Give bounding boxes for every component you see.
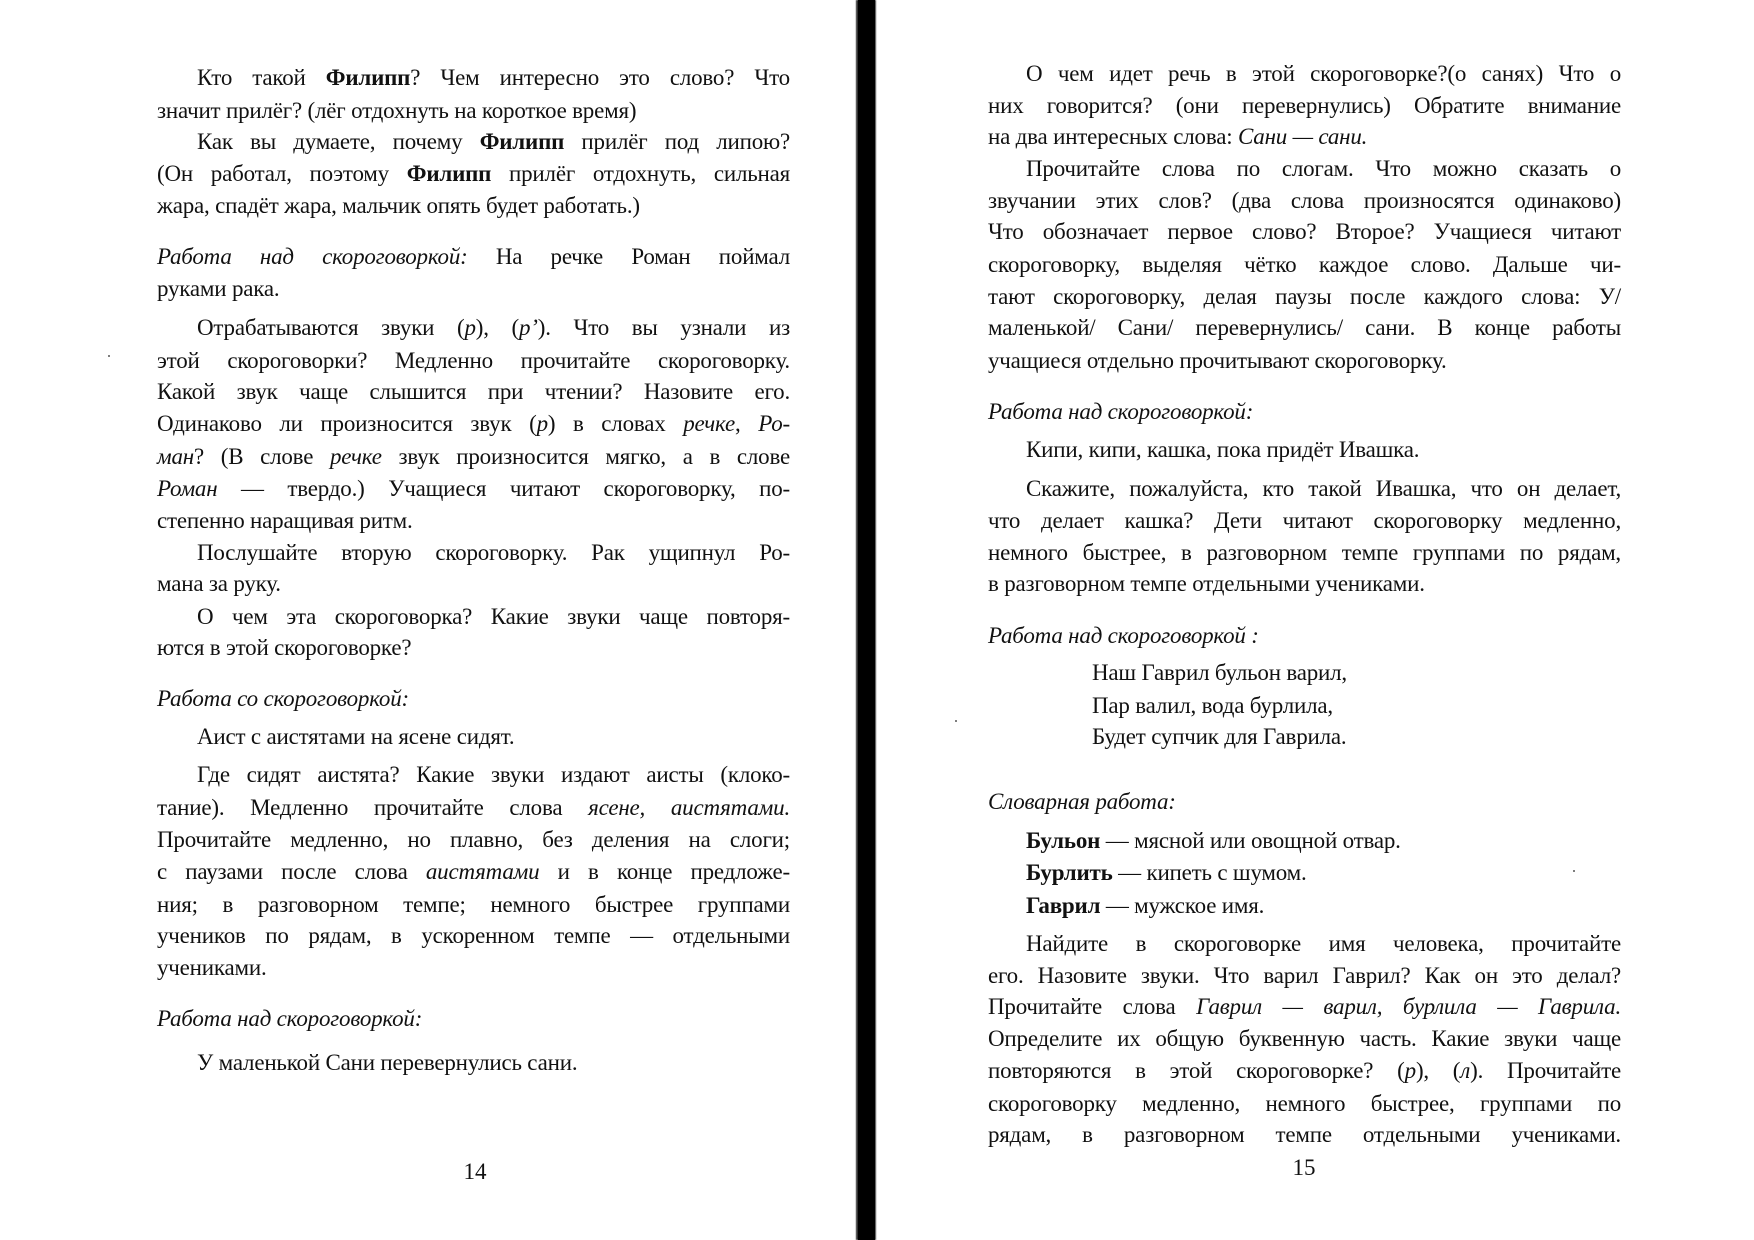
bold-text: Бульон (1026, 828, 1101, 853)
book-spine (858, 0, 875, 1240)
text-line (988, 312, 1621, 344)
text-segment: Наш Гаврил бульон варил, (1092, 660, 1347, 685)
text-line (197, 721, 790, 753)
text-line (988, 786, 1621, 818)
italic-text: л (1460, 1058, 1471, 1083)
page-number-right: 15 (1292, 1155, 1316, 1180)
text-line (157, 95, 790, 127)
text-segment: ), ( (1415, 1058, 1461, 1083)
italic-text: Работа со скороговоркой: (157, 686, 409, 711)
italic-text: Ро- (758, 411, 790, 436)
text-segment: учащиеся отдельно прочитывают скороговорку. (988, 348, 1447, 373)
text-line (1026, 58, 1621, 90)
text-line (1026, 857, 1621, 889)
text-segment: маленькой/ Сани/ перевернулись/ сани. В конце работы (988, 315, 1621, 340)
text-segment: ния; в разговорном темпе; немного быстрее группами (157, 892, 790, 917)
text-segment: Как вы думаете, почему (197, 129, 480, 154)
text-line (988, 1023, 1621, 1055)
italic-text: р (464, 315, 476, 340)
text-segment: , (735, 411, 759, 436)
text-segment: и в конце предложе- (539, 859, 791, 884)
text-segment: Отрабатываются звуки ( (197, 315, 465, 340)
text-line (157, 889, 790, 921)
text-segment: его. Назовите звуки. Что варил Гаврил? Как он это делал? (988, 963, 1621, 988)
text-segment: — мясной или овощной отвар. (1100, 828, 1401, 853)
text-segment: Аист с аистятами на ясене сидят. (197, 724, 515, 749)
text-line (988, 1088, 1621, 1120)
text-line (988, 185, 1621, 217)
text-segment: на два интересных слова: (988, 124, 1238, 149)
bold-text: Бурлить (1026, 860, 1113, 885)
text-segment: ). Что вы узнали из (537, 315, 790, 340)
text-line (1026, 890, 1621, 922)
text-line (988, 281, 1621, 313)
italic-text: речке (683, 411, 735, 436)
italic-text: ясене, аистятами. (588, 795, 790, 820)
text-line (157, 632, 790, 664)
text-segment: Прочитайте слова (988, 994, 1197, 1019)
text-line (197, 601, 790, 633)
text-segment: звук произносится мягко, а в слове (381, 444, 790, 469)
text-segment: Послушайте вторую скороговорку. Рак ущипнул Ро- (197, 540, 790, 565)
text-segment: прилёг под липою? (564, 129, 790, 154)
text-segment: ются в этой скороговорке? (157, 635, 412, 660)
text-segment: Что обозначает первое слово? Второе? Учащиеся читают (988, 219, 1621, 244)
text-segment: них говорится? (они перевернулись) Обратите внимание (988, 93, 1621, 118)
text-segment: что делает кашка? Дети читают скороговорку медленно, (988, 508, 1621, 533)
text-line (157, 505, 790, 537)
text-line (157, 345, 790, 377)
text-line (157, 920, 790, 952)
text-segment: Определите их общую буквенную часть. Какие звуки чаще (988, 1026, 1621, 1051)
text-segment: Где сидят аистята? Какие звуки издают аисты (клоко- (197, 762, 790, 787)
italic-text: речке (329, 444, 382, 469)
text-line (157, 952, 790, 984)
text-segment: Какой звук чаще слышится при чтении? Назовите его. (157, 379, 790, 404)
text-segment: ), ( (475, 315, 519, 340)
italic-text: Гаврил — варил, бурлила — Гаврила. (1196, 994, 1621, 1019)
text-segment: немного быстрее, в разговорном темпе группами по рядам, (988, 540, 1621, 565)
text-segment: звучании этих слов? (два слова произносятся одинаково) (988, 188, 1621, 213)
text-line (1026, 473, 1621, 505)
bold-text: Филипп (479, 129, 565, 154)
text-segment: Кипи, кипи, кашка, пока придёт Ивашка. (1026, 437, 1420, 462)
italic-text: Работа над скороговоркой : (988, 623, 1259, 648)
text-segment: ? (В слове (194, 444, 330, 469)
text-line (988, 620, 1621, 652)
italic-text: р (1404, 1058, 1416, 1083)
text-line (988, 1055, 1621, 1087)
text-line (157, 190, 790, 222)
text-line (197, 1047, 790, 1079)
text-line (157, 158, 790, 190)
italic-text: Работа над скороговоркой: (157, 1006, 423, 1031)
text-segment: — твердо.) Учащиеся читают скороговорку, по- (217, 476, 790, 501)
page-number-left: 14 (463, 1159, 487, 1184)
italic-text: ман (157, 444, 194, 469)
text-segment: мана за руку. (157, 571, 281, 596)
text-segment: учеников по рядам, в ускоренном темпе — отдельными (157, 923, 790, 948)
text-line (988, 90, 1621, 122)
text-line (988, 345, 1621, 377)
text-line (988, 505, 1621, 537)
text-line (988, 537, 1621, 569)
text-segment: ? Чем интересно это слово? Что (410, 65, 790, 90)
text-line (1092, 657, 1621, 689)
text-segment: У маленькой Сани перевернулись сани. (197, 1050, 578, 1075)
text-line (197, 759, 790, 791)
text-segment: прилёг отдохнуть, сильная (491, 161, 791, 186)
italic-text: р (536, 411, 548, 436)
italic-text: Роман (157, 476, 218, 501)
text-line (157, 792, 790, 824)
text-line (197, 126, 790, 158)
text-segment: Прочитайте слова по слогам. Что можно сказать о (1026, 156, 1621, 181)
text-segment: Найдите в скороговорке имя человека, прочитайте (1026, 931, 1621, 956)
text-segment: значит прилёг? (лёг отдохнуть на короткое время) (157, 98, 637, 123)
text-line (157, 376, 790, 408)
text-segment: — мужское имя. (1100, 893, 1265, 918)
text-line (1026, 928, 1621, 960)
text-line (157, 241, 790, 273)
text-line (988, 991, 1621, 1023)
text-segment: с паузами после слова (157, 859, 426, 884)
text-line (157, 568, 790, 600)
text-line (197, 312, 790, 344)
text-line (988, 216, 1621, 248)
text-segment: Будет супчик для Гаврила. (1092, 724, 1347, 749)
text-line (157, 408, 790, 440)
italic-text: аистятами (425, 859, 540, 884)
text-segment: Пар валил, вода бурлила, (1092, 693, 1333, 718)
text-segment: скороговорку медленно, немного быстрее, группами по (988, 1091, 1621, 1116)
text-segment: Скажите, пожалуйста, кто такой Ивашка, что он делает, (1026, 476, 1621, 501)
text-line (157, 473, 790, 505)
text-segment: О чем идет речь в этой скороговорке?(о санях) Что о (1026, 61, 1621, 86)
italic-text: р’ (518, 315, 538, 340)
text-line (988, 568, 1621, 600)
text-line (157, 441, 790, 473)
text-line (1026, 434, 1621, 466)
text-line (157, 856, 790, 888)
text-line (1026, 153, 1621, 185)
bold-text: Гаврил (1026, 893, 1101, 918)
text-segment: учениками. (157, 955, 267, 980)
scan-speck (108, 355, 110, 357)
text-segment: рядам, в разговорном темпе отдельными учениками. (988, 1122, 1621, 1147)
text-line (157, 683, 790, 715)
italic-text: Словарная работа: (988, 789, 1176, 814)
text-segment: — кипеть с шумом. (1112, 860, 1307, 885)
italic-text: Работа над скороговоркой: (988, 399, 1254, 424)
text-line (197, 537, 790, 569)
text-segment: жара, спадёт жара, мальчик опять будет работать.) (157, 193, 640, 218)
bold-text: Филипп (325, 65, 411, 90)
bold-text: Филипп (406, 161, 492, 186)
text-line (197, 62, 790, 94)
text-segment: в разговорном темпе отдельными учениками. (988, 571, 1425, 596)
text-segment: Кто такой (197, 65, 326, 90)
text-segment: (Он работал, поэтому (157, 161, 407, 186)
text-line (157, 824, 790, 856)
italic-text: Сани — сани. (1237, 124, 1368, 149)
scan-speck (955, 720, 957, 722)
text-line (988, 960, 1621, 992)
text-line (1092, 690, 1621, 722)
text-segment: тание). Медленно прочитайте слова (157, 795, 589, 820)
text-segment: На речке Роман поймал (467, 244, 790, 269)
scan-speck (1573, 870, 1575, 872)
text-segment: ) в словах (547, 411, 684, 436)
text-line (157, 1003, 790, 1035)
text-line (988, 1119, 1621, 1151)
text-segment: скороговорку, выделяя чётко каждое слово. Дальше чи- (988, 252, 1621, 277)
text-segment: О чем эта скороговорка? Какие звуки чаще повторя- (197, 604, 790, 629)
text-line (988, 249, 1621, 281)
text-segment: руками рака. (157, 276, 280, 301)
italic-text: Работа над скороговоркой: (157, 244, 468, 269)
text-segment: ). Прочитайте (1470, 1058, 1621, 1083)
text-line (157, 273, 790, 305)
text-segment: Одинаково ли произносится звук ( (157, 411, 537, 436)
text-segment: тают скороговорку, делая паузы после каждого слова: У/ (988, 284, 1621, 309)
text-line (1026, 825, 1621, 857)
text-segment: степенно наращивая ритм. (157, 508, 413, 533)
text-line (1092, 721, 1621, 753)
text-line (988, 396, 1621, 428)
text-segment: Прочитайте медленно, но плавно, без деления на слоги; (157, 827, 790, 852)
text-line (988, 121, 1621, 153)
text-segment: повторяются в этой скороговорке? ( (988, 1058, 1405, 1083)
text-segment: этой скороговорки? Медленно прочитайте скороговорку. (157, 348, 790, 373)
